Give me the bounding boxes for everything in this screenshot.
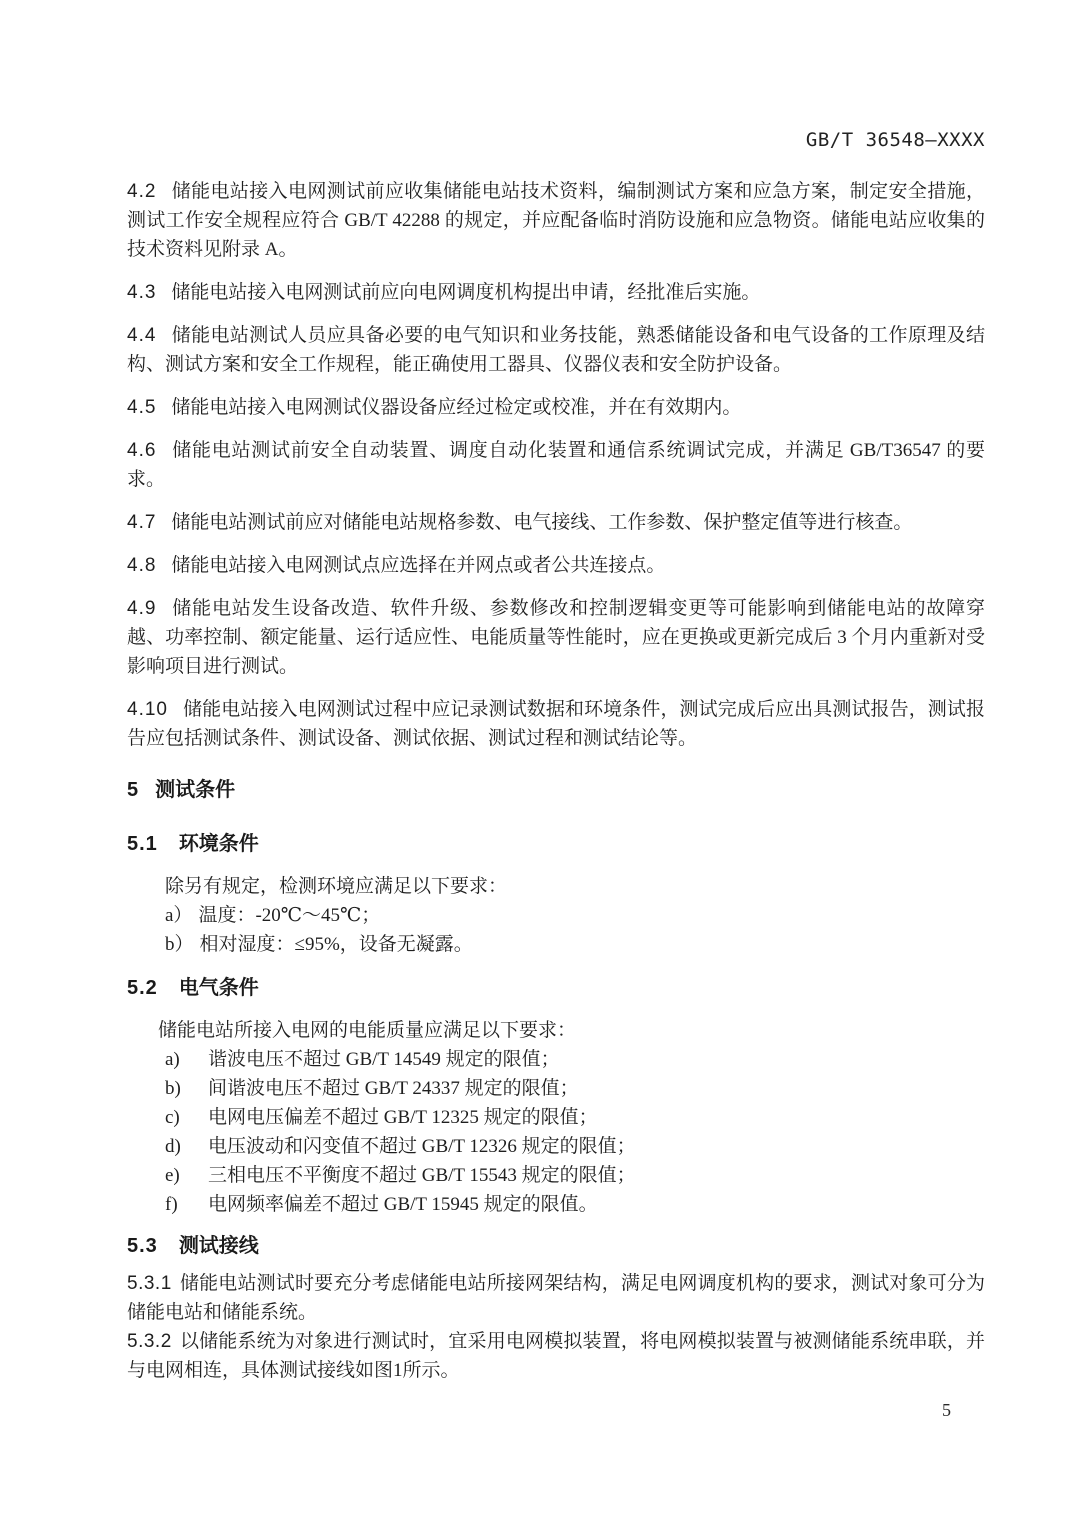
section-title: 测试接线 — [178, 1235, 259, 1257]
clause-4-7 — [127, 508, 985, 537]
clause-number: 5.3.2 — [127, 1331, 172, 1352]
section-5-1-heading — [127, 831, 985, 857]
item-label: e) — [165, 1165, 180, 1186]
item-text: 三相电压不平衡度不超过 GB/T 15543 规定的限值； — [208, 1165, 636, 1186]
clause-text: 储能电站接入电网测试前应向电网调度机构提出申请，经批准后实施。 — [171, 282, 761, 303]
clause-4-2 — [127, 177, 985, 264]
clause-number: 4.5 — [127, 397, 157, 418]
item-text: 谐波电压不超过 GB/T 14549 规定的限值； — [208, 1049, 560, 1070]
clause-number: 5.3.1 — [127, 1273, 172, 1294]
clause-text: 以储能系统为对象进行测试时，宜采用电网模拟装置，将电网模拟装置与被测储能系统串联，并与电网相连，具体测试接线如图1所示。 — [127, 1331, 985, 1381]
clause-text: 储能电站测试时要充分考虑储能电站所接网架结构，满足电网调度机构的要求，测试对象可分为储能电站和储能系统。 — [127, 1273, 985, 1323]
clause-text: 储能电站接入电网测试点应选择在并网点或者公共连接点。 — [171, 555, 666, 576]
clause-text: 储能电站测试前应对储能电站规格参数、电气接线、工作参数、保护整定值等进行核查。 — [171, 512, 913, 533]
clause-5-3-2 — [127, 1327, 985, 1385]
section-5-heading — [127, 777, 985, 803]
list-item-5-2-b — [165, 1074, 985, 1103]
item-label: d) — [165, 1136, 181, 1157]
list-item-5-2-c — [165, 1103, 985, 1132]
section-5-2-heading — [127, 975, 985, 1001]
item-label: c) — [165, 1107, 180, 1128]
section-number: 5.2 — [127, 977, 158, 999]
clause-text: 储能电站接入电网测试前应收集储能电站技术资料，编制测试方案和应急方案，制定安全措施，测试工作安全规程应符合 GB/T 42288 的规定，并应配备临时消防设施和应急物资。储能电站应收集的技术资料见附录 A。 — [127, 181, 985, 260]
clause-4-6 — [127, 436, 985, 494]
clause-4-8 — [127, 551, 985, 580]
doc-code-header: GB/T 36548—XXXX — [805, 129, 985, 151]
clause-number: 4.10 — [127, 699, 168, 720]
clause-number: 4.7 — [127, 512, 157, 533]
section-5-3-heading — [127, 1233, 985, 1259]
clause-4-4 — [127, 321, 985, 379]
item-text: 电网频率偏差不超过 GB/T 15945 规定的限值。 — [208, 1194, 598, 1215]
clause-number: 4.8 — [127, 555, 157, 576]
clause-text: 储能电站接入电网测试仪器设备应经过检定或校准，并在有效期内。 — [171, 397, 742, 418]
clause-4-9 — [127, 594, 985, 681]
item-text: 电网电压偏差不超过 GB/T 12325 规定的限值； — [208, 1107, 598, 1128]
requirement-list — [127, 1045, 985, 1219]
section-title: 测试条件 — [155, 779, 236, 801]
list-item-5-2-e — [165, 1161, 985, 1190]
clause-text: 储能电站发生设备改造、软件升级、参数修改和控制逻辑变更等可能影响到储能电站的故障穿越、功率控制、额定能量、运行适应性、电能质量等性能时，应在更换或更新完成后 3 个月内重新对受影响项目进行测试。 — [127, 598, 985, 677]
section-5-1-intro: 除另有规定，检测环境应满足以下要求： — [165, 876, 508, 897]
clause-text: 储能电站测试前安全自动装置、调度自动化装置和通信系统调试完成，并满足 GB/T36547 的要求。 — [127, 440, 985, 490]
list-item-5-1-b — [165, 930, 985, 959]
clause-number: 4.3 — [127, 282, 157, 303]
item-text: 间谐波电压不超过 GB/T 24337 规定的限值； — [208, 1078, 579, 1099]
clause-4-3 — [127, 278, 985, 307]
section-number: 5 — [127, 779, 139, 801]
item-label: a） — [165, 905, 193, 926]
item-text: 温度：-20℃～45℃； — [198, 905, 381, 926]
clause-5-3-1 — [127, 1269, 985, 1327]
section-title: 环境条件 — [178, 833, 259, 855]
clause-text: 储能电站接入电网测试过程中应记录测试数据和环境条件，测试完成后应出具测试报告，测试报告应包括测试条件、测试设备、测试依据、测试过程和测试结论等。 — [127, 699, 985, 749]
list-item-5-1-a — [165, 901, 985, 930]
item-label: b） — [165, 934, 194, 955]
clause-4-5 — [127, 393, 985, 422]
item-text: 相对湿度：≤95%，设备无凝露。 — [199, 934, 473, 955]
item-text: 电压波动和闪变值不超过 GB/T 12326 规定的限值； — [208, 1136, 636, 1157]
item-label: b) — [165, 1078, 181, 1099]
item-label: f) — [165, 1194, 178, 1215]
list-item-5-2-d — [165, 1132, 985, 1161]
list-item-5-2-f — [165, 1190, 985, 1219]
page-number: 5 — [942, 1400, 951, 1420]
list-item-5-2-a — [165, 1045, 985, 1074]
clause-number: 4.6 — [127, 440, 157, 461]
clause-number: 4.2 — [127, 181, 157, 202]
section-title: 电气条件 — [178, 977, 259, 999]
section-number: 5.1 — [127, 833, 158, 855]
clause-number: 4.9 — [127, 598, 157, 619]
clause-number: 4.4 — [127, 325, 157, 346]
item-label: a) — [165, 1049, 180, 1070]
clause-4-10 — [127, 695, 985, 753]
section-5-2-intro: 储能电站所接入电网的电能质量应满足以下要求： — [158, 1020, 577, 1041]
section-number: 5.3 — [127, 1235, 158, 1257]
clause-text: 储能电站测试人员应具备必要的电气知识和业务技能，熟悉储能设备和电气设备的工作原理及结构、测试方案和安全工作规程，能正确使用工器具、仪器仪表和安全防护设备。 — [127, 325, 985, 375]
